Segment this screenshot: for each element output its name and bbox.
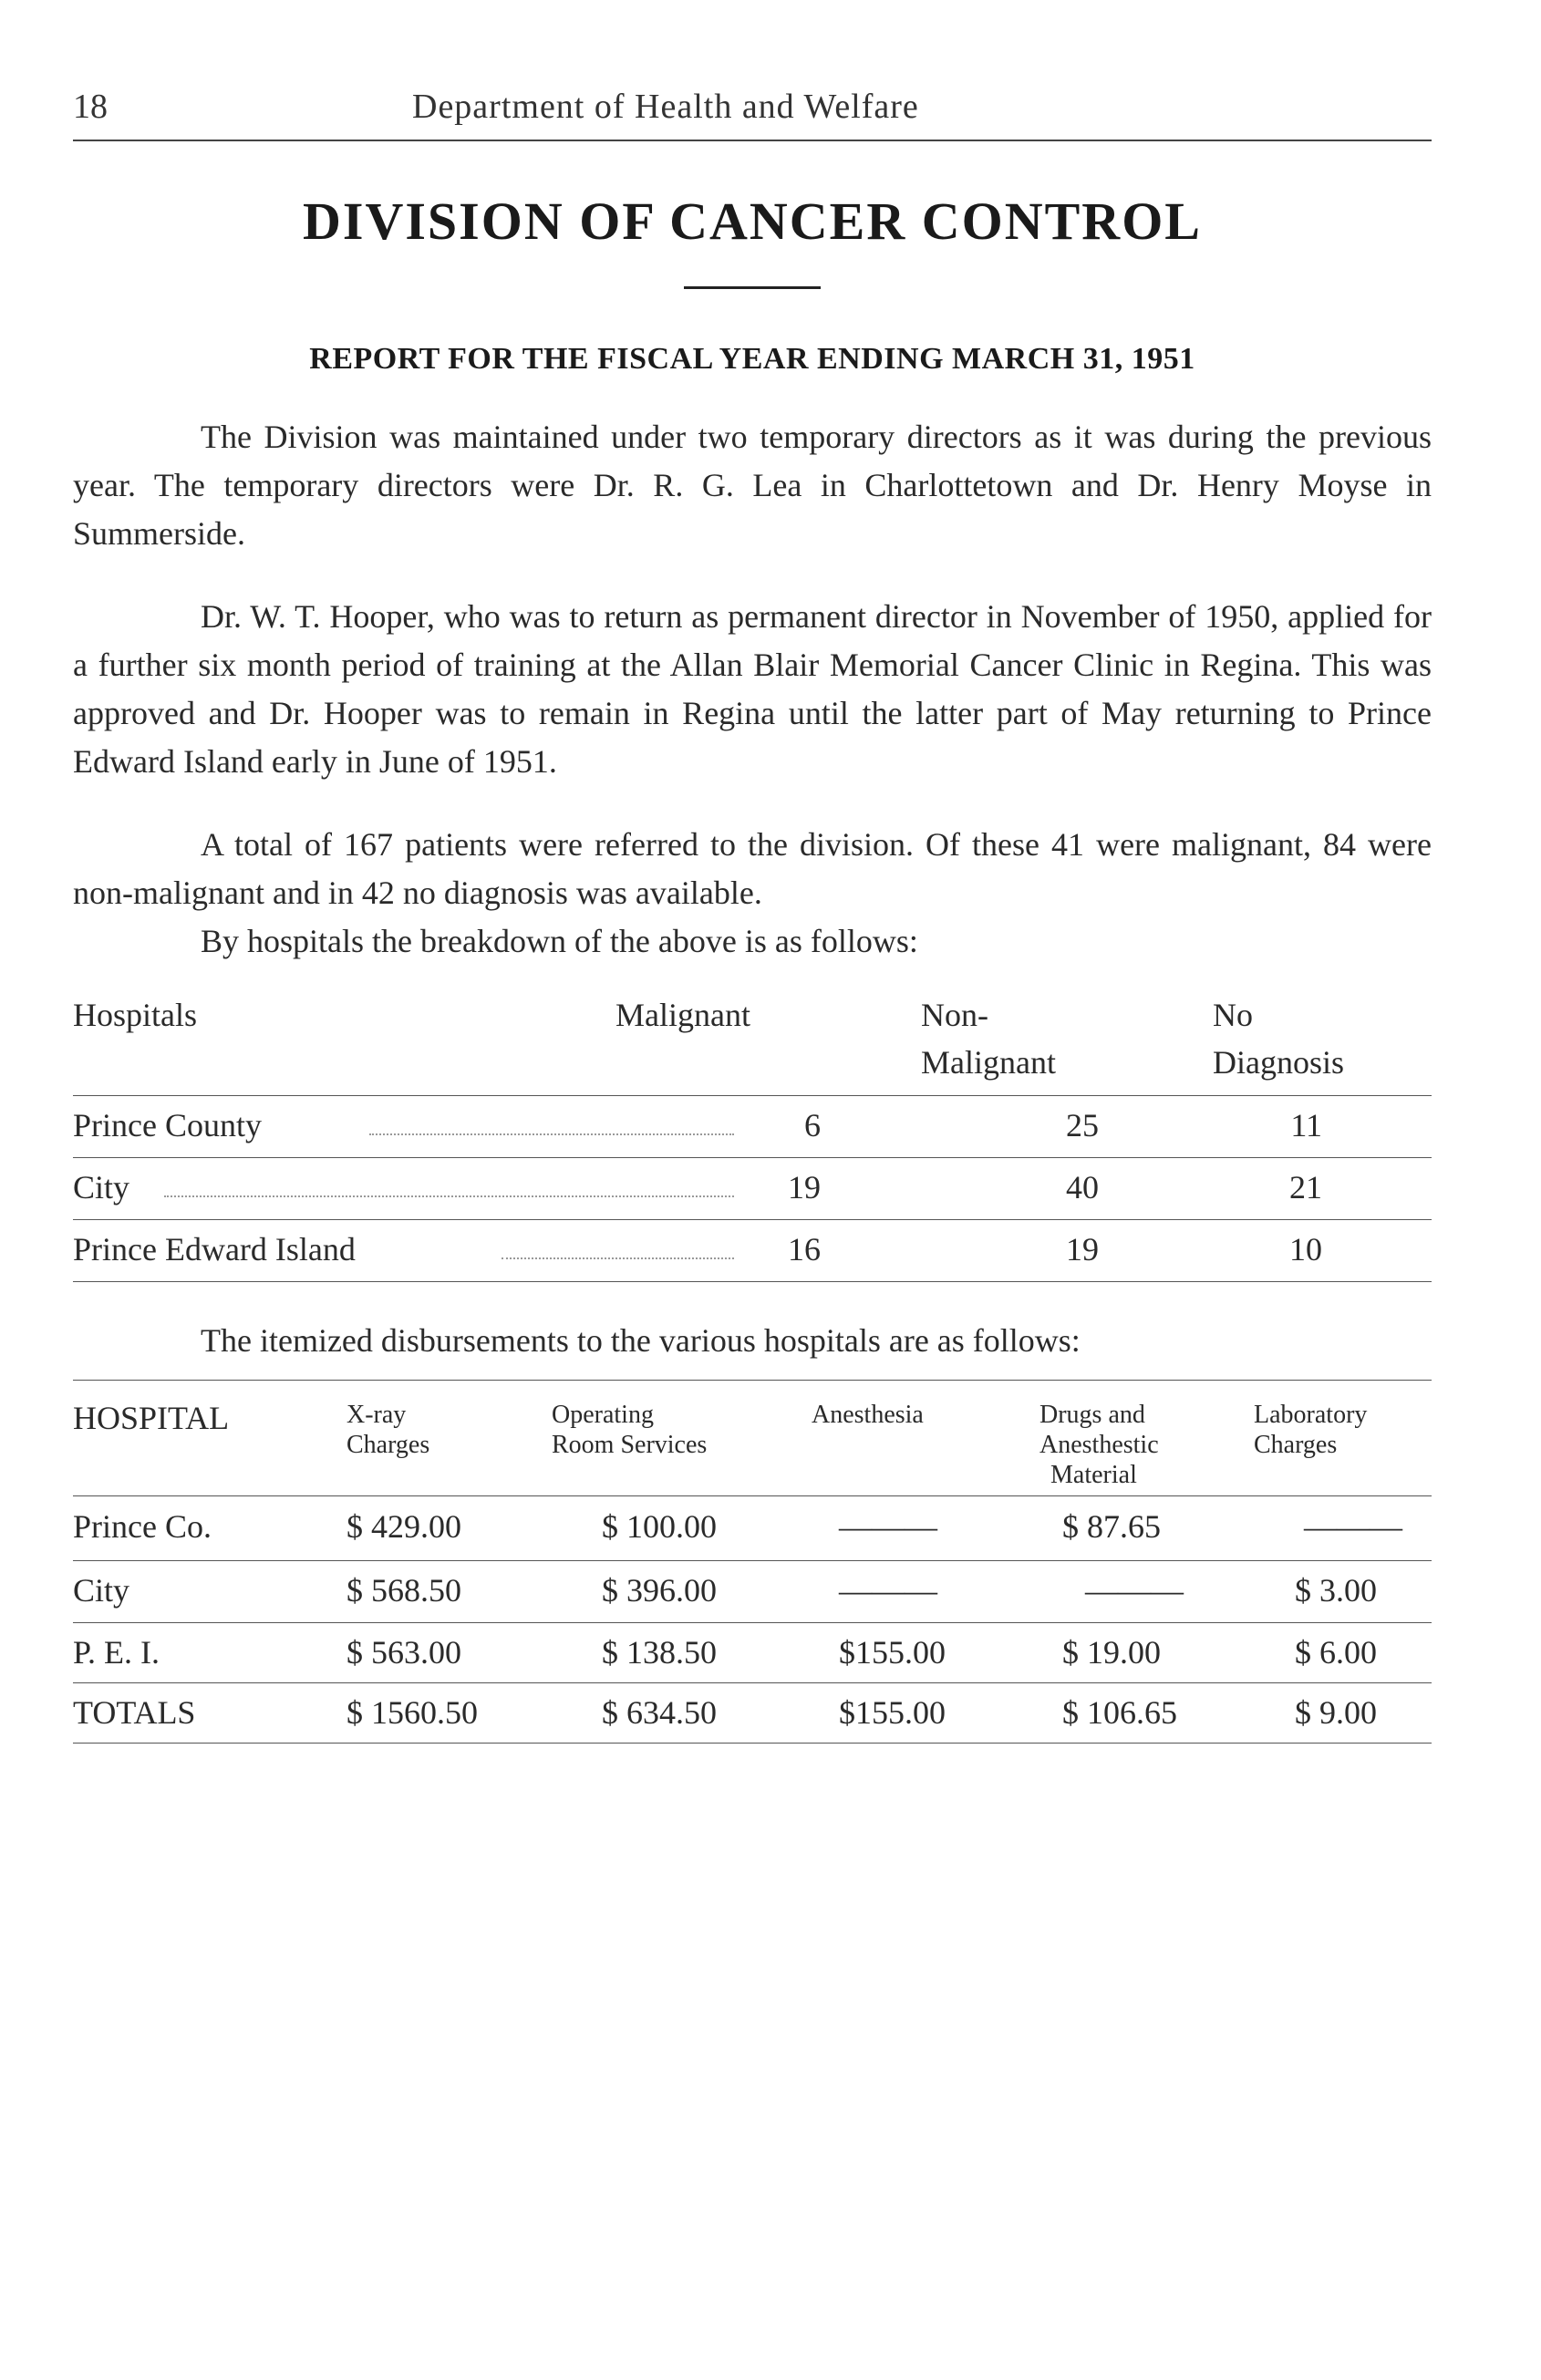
table-rule [73,1157,1432,1158]
title-rule [684,286,821,289]
cell-drugs: $ 87.65 [1062,1508,1161,1545]
report-subtitle: REPORT FOR THE FISCAL YEAR ENDING MARCH 31, 1951 [309,342,1195,376]
cell-lab: ——— [1304,1508,1402,1545]
col-header-hospital: HOSPITAL [73,1400,230,1436]
table-rule [73,1622,1432,1623]
table-rule [73,1743,1432,1744]
cell-no-diagnosis: 21 [1289,1169,1322,1206]
disbursements-intro: The itemized disbursements to the various hospitals are as follows: [201,1322,1081,1359]
row-hospital: Prince Co. [73,1508,212,1545]
disbursements-table [73,1380,1432,1744]
page-number: 18 [73,88,108,126]
cell-drugs: ——— [1085,1572,1184,1609]
col-header-xray-line2: Charges [346,1431,430,1459]
row-hospital: Prince County [73,1107,262,1143]
col-header-no-diagnosis-line2: Diagnosis [1213,1044,1344,1081]
row-hospital: P. E. I. [73,1634,160,1671]
table-rule [73,1560,1432,1561]
cell-lab: $ 6.00 [1295,1634,1377,1671]
header-rule [73,140,1432,141]
cell-non-malignant: 40 [1066,1169,1099,1206]
col-header-drugs-line3: Material [1050,1461,1137,1489]
paragraph-patients: A total of 167 patients were referred to the division. Of these 41 were malignant, 84 were non-malignant and in 42 no diagnosis was available. [73,826,1432,911]
row-hospital: Prince Edward Island [73,1231,356,1268]
cell-xray: $ 429.00 [346,1508,461,1545]
leader-dots [502,1257,734,1259]
cell-drugs: $ 106.65 [1062,1694,1177,1731]
cell-operating: $ 138.50 [602,1634,717,1671]
cell-anesthesia: ——— [839,1508,937,1545]
leader-dots [164,1195,734,1197]
col-header-xray-line1: X-ray [346,1401,407,1429]
col-header-lab-line2: Charges [1254,1431,1338,1459]
cell-non-malignant: 19 [1066,1231,1099,1268]
cell-lab: $ 9.00 [1295,1694,1377,1731]
cell-drugs: $ 19.00 [1062,1634,1161,1671]
table-rule [73,1380,1432,1381]
cell-no-diagnosis: 10 [1289,1231,1322,1268]
cell-malignant: 6 [804,1107,821,1143]
cell-lab: $ 3.00 [1295,1572,1377,1609]
cell-no-diagnosis: 11 [1290,1107,1322,1143]
col-header-drugs-line1: Drugs and [1039,1401,1145,1429]
leader-dots [369,1133,734,1135]
cell-anesthesia: $155.00 [839,1634,946,1671]
running-head: Department of Health and Welfare [412,88,919,126]
cell-operating: $ 396.00 [602,1572,717,1609]
col-header-operating-line2: Room Services [552,1431,708,1459]
paragraph-hooper: Dr. W. T. Hooper, who was to return as permanent director in November of 1950, applied for a further six month period of training at the Allan Blair Memorial Cancer Clinic in Regina. This was approved and Dr. Hooper was to remain in Regina until the latter part of May returning to Prince Edward Island early in June of 1951. [73,598,1432,780]
cell-malignant: 19 [788,1169,821,1206]
col-header-non-malignant-line1: Non- [921,997,988,1033]
cell-xray: $ 1560.50 [346,1694,478,1731]
col-header-drugs-line2: Anesthestic [1039,1431,1159,1459]
col-header-hospitals: Hospitals [73,997,198,1033]
table-row [73,1221,1432,1281]
paragraph-directors: The Division was maintained under two temporary directors as it was during the previous year. The temporary directors were Dr. R. G. Lea in Charlottetown and Dr. Henry Moyse in Summerside. [73,419,1432,552]
document-page [73,87,1432,1744]
table-rule [73,1495,1432,1496]
cell-xray: $ 563.00 [346,1634,461,1671]
table-rule [73,1281,1432,1282]
paragraph-breakdown-intro: By hospitals the breakdown of the above is as follows: [201,923,918,959]
cell-operating: $ 634.50 [602,1694,717,1731]
table-rule [73,1682,1432,1683]
cell-malignant: 16 [788,1231,821,1268]
row-hospital: City [73,1169,130,1206]
page-header [73,87,1432,132]
col-header-lab-line1: Laboratory [1254,1401,1368,1429]
cell-xray: $ 568.50 [346,1572,461,1609]
cell-operating: $ 100.00 [602,1508,717,1545]
cell-anesthesia: ——— [839,1572,937,1609]
col-header-malignant: Malignant [615,997,750,1033]
table-row [73,1097,1432,1157]
row-hospital: TOTALS [73,1694,196,1731]
cell-anesthesia: $155.00 [839,1694,946,1731]
col-header-anesthesia: Anesthesia [812,1401,924,1429]
diagnosis-table [73,991,1432,1301]
col-header-no-diagnosis-line1: No [1213,997,1253,1033]
row-hospital: City [73,1572,130,1609]
cell-non-malignant: 25 [1066,1107,1099,1143]
page-title: DIVISION OF CANCER CONTROL [302,191,1202,251]
table-row [73,1159,1432,1219]
col-header-non-malignant-line2: Malignant [921,1044,1056,1081]
table-rule [73,1095,1432,1096]
col-header-operating-line1: Operating [552,1401,654,1429]
table-rule [73,1219,1432,1220]
